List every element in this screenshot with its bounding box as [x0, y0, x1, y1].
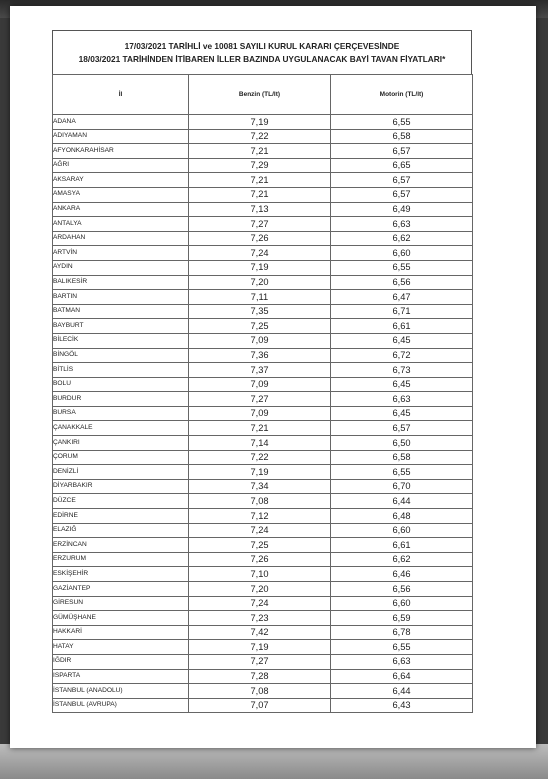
gasoline-price-cell: 7,14 — [189, 436, 331, 451]
table-row — [53, 465, 473, 480]
province-cell: ARDAHAN — [53, 231, 189, 246]
gasoline-price-cell: 7,42 — [189, 625, 331, 640]
gasoline-price-cell: 7,20 — [189, 582, 331, 597]
province-cell: HATAY — [53, 640, 189, 655]
province-cell: DÜZCE — [53, 494, 189, 509]
table-row — [53, 202, 473, 217]
diesel-price-cell: 6,55 — [331, 640, 473, 655]
table-row — [53, 684, 473, 699]
table-row — [53, 406, 473, 421]
gasoline-price-cell: 7,25 — [189, 319, 331, 334]
province-cell: AĞRI — [53, 158, 189, 173]
province-cell: AKSARAY — [53, 173, 189, 188]
diesel-price-cell: 6,59 — [331, 611, 473, 626]
gasoline-price-cell: 7,09 — [189, 333, 331, 348]
gasoline-price-cell: 7,24 — [189, 596, 331, 611]
gasoline-price-cell: 7,21 — [189, 421, 331, 436]
diesel-price-cell: 6,50 — [331, 436, 473, 451]
province-cell: BİNGÖL — [53, 348, 189, 363]
diesel-price-cell: 6,61 — [331, 319, 473, 334]
diesel-price-cell: 6,65 — [331, 158, 473, 173]
gasoline-price-cell: 7,37 — [189, 363, 331, 378]
province-cell: İSTANBUL (ANADOLU) — [53, 684, 189, 699]
header-province: İl — [53, 75, 189, 115]
province-cell: ELAZIĞ — [53, 523, 189, 538]
province-cell: ANKARA — [53, 202, 189, 217]
diesel-price-cell: 6,55 — [331, 260, 473, 275]
gasoline-price-cell: 7,21 — [189, 187, 331, 202]
gasoline-price-cell: 7,09 — [189, 377, 331, 392]
table-row — [53, 479, 473, 494]
diesel-price-cell: 6,56 — [331, 275, 473, 290]
gasoline-price-cell: 7,27 — [189, 217, 331, 232]
province-cell: ARTVİN — [53, 246, 189, 261]
province-cell: IĞDIR — [53, 654, 189, 669]
table-row — [53, 304, 473, 319]
gasoline-price-cell: 7,19 — [189, 115, 331, 130]
table-row — [53, 582, 473, 597]
diesel-price-cell: 6,72 — [331, 348, 473, 363]
gasoline-price-cell: 7,12 — [189, 509, 331, 524]
province-cell: EDİRNE — [53, 509, 189, 524]
gasoline-price-cell: 7,23 — [189, 611, 331, 626]
province-cell: GAZİANTEP — [53, 582, 189, 597]
table-row — [53, 494, 473, 509]
province-cell: DİYARBAKIR — [53, 479, 189, 494]
table-row — [53, 377, 473, 392]
fuel-price-table — [52, 74, 473, 713]
gasoline-price-cell: 7,10 — [189, 567, 331, 582]
province-cell: BURSA — [53, 406, 189, 421]
diesel-price-cell: 6,64 — [331, 669, 473, 684]
gasoline-price-cell: 7,09 — [189, 406, 331, 421]
gasoline-price-cell: 7,24 — [189, 523, 331, 538]
diesel-price-cell: 6,71 — [331, 304, 473, 319]
province-cell: AYDIN — [53, 260, 189, 275]
table-row — [53, 450, 473, 465]
province-cell: BOLU — [53, 377, 189, 392]
province-cell: DENİZLİ — [53, 465, 189, 480]
diesel-price-cell: 6,62 — [331, 231, 473, 246]
diesel-price-cell: 6,63 — [331, 654, 473, 669]
table-row — [53, 290, 473, 305]
table-row — [53, 436, 473, 451]
province-cell: ISPARTA — [53, 669, 189, 684]
table-row — [53, 625, 473, 640]
gasoline-price-cell: 7,08 — [189, 494, 331, 509]
table-row — [53, 596, 473, 611]
province-cell: ERZURUM — [53, 552, 189, 567]
diesel-price-cell: 6,70 — [331, 479, 473, 494]
diesel-price-cell: 6,62 — [331, 552, 473, 567]
table-row — [53, 115, 473, 130]
table-row — [53, 640, 473, 655]
table-row — [53, 187, 473, 202]
gasoline-price-cell: 7,27 — [189, 654, 331, 669]
table-row — [53, 129, 473, 144]
table-row — [53, 611, 473, 626]
province-cell: BİTLİS — [53, 363, 189, 378]
diesel-price-cell: 6,61 — [331, 538, 473, 553]
gasoline-price-cell: 7,27 — [189, 392, 331, 407]
province-cell: GÜMÜŞHANE — [53, 611, 189, 626]
document-title — [52, 30, 472, 74]
province-cell: BAYBURT — [53, 319, 189, 334]
table-row — [53, 173, 473, 188]
table-row — [53, 392, 473, 407]
table-row — [53, 552, 473, 567]
province-cell: BALIKESİR — [53, 275, 189, 290]
gasoline-price-cell: 7,36 — [189, 348, 331, 363]
diesel-price-cell: 6,56 — [331, 582, 473, 597]
gasoline-price-cell: 7,11 — [189, 290, 331, 305]
gasoline-price-cell: 7,34 — [189, 479, 331, 494]
diesel-price-cell: 6,48 — [331, 509, 473, 524]
diesel-price-cell: 6,47 — [331, 290, 473, 305]
gasoline-price-cell: 7,22 — [189, 450, 331, 465]
diesel-price-cell: 6,60 — [331, 523, 473, 538]
province-cell: BARTIN — [53, 290, 189, 305]
table-row — [53, 523, 473, 538]
gasoline-price-cell: 7,35 — [189, 304, 331, 319]
gasoline-price-cell: 7,22 — [189, 129, 331, 144]
gasoline-price-cell: 7,24 — [189, 246, 331, 261]
background-bottom — [0, 744, 548, 779]
table-row — [53, 260, 473, 275]
title-line-2: 18/03/2021 TARİHİNDEN İTİBAREN İLLER BAZINDA UYGULANACAK BAYİ TAVAN FİYATLARI* — [78, 54, 446, 64]
province-cell: ADANA — [53, 115, 189, 130]
gasoline-price-cell: 7,28 — [189, 669, 331, 684]
diesel-price-cell: 6,57 — [331, 173, 473, 188]
province-cell: HAKKARİ — [53, 625, 189, 640]
diesel-price-cell: 6,55 — [331, 465, 473, 480]
province-cell: ÇORUM — [53, 450, 189, 465]
table-row — [53, 669, 473, 684]
diesel-price-cell: 6,58 — [331, 129, 473, 144]
diesel-price-cell: 6,44 — [331, 494, 473, 509]
province-cell: AFYONKARAHİSAR — [53, 144, 189, 159]
province-cell: ANTALYA — [53, 217, 189, 232]
table-row — [53, 698, 473, 713]
table-row — [53, 348, 473, 363]
table-row — [53, 363, 473, 378]
diesel-price-cell: 6,45 — [331, 333, 473, 348]
gasoline-price-cell: 7,26 — [189, 552, 331, 567]
diesel-price-cell: 6,55 — [331, 115, 473, 130]
province-cell: BİLECİK — [53, 333, 189, 348]
diesel-price-cell: 6,78 — [331, 625, 473, 640]
province-cell: ÇANKIRI — [53, 436, 189, 451]
diesel-price-cell: 6,44 — [331, 684, 473, 699]
gasoline-price-cell: 7,07 — [189, 698, 331, 713]
header-diesel: Motorin (TL/lt) — [331, 75, 473, 115]
diesel-price-cell: 6,58 — [331, 450, 473, 465]
province-cell: ADIYAMAN — [53, 129, 189, 144]
table-header-row — [53, 75, 473, 115]
table-row — [53, 275, 473, 290]
diesel-price-cell: 6,60 — [331, 596, 473, 611]
gasoline-price-cell: 7,19 — [189, 465, 331, 480]
gasoline-price-cell: 7,26 — [189, 231, 331, 246]
province-cell: AMASYA — [53, 187, 189, 202]
table-row — [53, 319, 473, 334]
gasoline-price-cell: 7,21 — [189, 173, 331, 188]
province-cell: İSTANBUL (AVRUPA) — [53, 698, 189, 713]
table-row — [53, 144, 473, 159]
diesel-price-cell: 6,46 — [331, 567, 473, 582]
table-row — [53, 538, 473, 553]
diesel-price-cell: 6,57 — [331, 421, 473, 436]
table-row — [53, 421, 473, 436]
province-cell: GİRESUN — [53, 596, 189, 611]
diesel-price-cell: 6,73 — [331, 363, 473, 378]
header-gasoline: Benzin (TL/lt) — [189, 75, 331, 115]
table-row — [53, 231, 473, 246]
province-cell: ERZİNCAN — [53, 538, 189, 553]
gasoline-price-cell: 7,29 — [189, 158, 331, 173]
diesel-price-cell: 6,49 — [331, 202, 473, 217]
gasoline-price-cell: 7,20 — [189, 275, 331, 290]
table-row — [53, 654, 473, 669]
province-cell: BATMAN — [53, 304, 189, 319]
province-cell: BURDUR — [53, 392, 189, 407]
gasoline-price-cell: 7,25 — [189, 538, 331, 553]
table-row — [53, 217, 473, 232]
gasoline-price-cell: 7,13 — [189, 202, 331, 217]
gasoline-price-cell: 7,19 — [189, 260, 331, 275]
diesel-price-cell: 6,57 — [331, 187, 473, 202]
table-row — [53, 567, 473, 582]
table-row — [53, 509, 473, 524]
province-cell: ESKİŞEHİR — [53, 567, 189, 582]
province-cell: ÇANAKKALE — [53, 421, 189, 436]
diesel-price-cell: 6,43 — [331, 698, 473, 713]
diesel-price-cell: 6,45 — [331, 406, 473, 421]
title-line-1: 17/03/2021 TARİHLİ ve 10081 SAYILI KURUL KARARI ÇERÇEVESİNDE — [124, 41, 400, 51]
table-row — [53, 158, 473, 173]
gasoline-price-cell: 7,08 — [189, 684, 331, 699]
gasoline-price-cell: 7,21 — [189, 144, 331, 159]
diesel-price-cell: 6,63 — [331, 217, 473, 232]
table-row — [53, 333, 473, 348]
diesel-price-cell: 6,60 — [331, 246, 473, 261]
diesel-price-cell: 6,45 — [331, 377, 473, 392]
table-row — [53, 246, 473, 261]
diesel-price-cell: 6,57 — [331, 144, 473, 159]
diesel-price-cell: 6,63 — [331, 392, 473, 407]
gasoline-price-cell: 7,19 — [189, 640, 331, 655]
